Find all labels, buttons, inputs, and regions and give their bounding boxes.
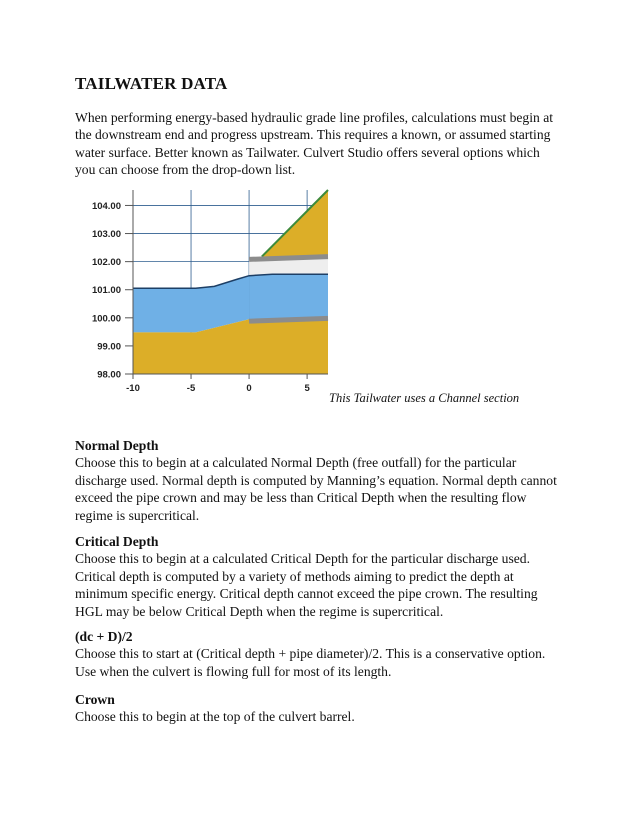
x-tick-label: -10 (126, 383, 140, 394)
section-dc-plus-d (75, 628, 545, 680)
y-tick-label: 100.00 (91, 313, 121, 325)
section-critical-depth (75, 533, 538, 620)
section-line: Choose this to begin at the top of the culvert barrel. (75, 709, 355, 725)
section-line: HGL may be below Critical Depth when the regime is supercritical. (75, 603, 444, 619)
section-line: minimum specific energy. Critical depth cannot exceed the pipe crown. The resulting (75, 586, 538, 602)
culvert-crown-wall (249, 257, 328, 260)
y-tick-label: 98.00 (97, 369, 121, 381)
section-line: Critical depth is computed by a variety of methods aiming to predict the depth at (75, 568, 514, 584)
section-line: discharge used. Normal depth is computed by Manning’s equation. Normal depth cannot (75, 472, 557, 488)
intro-line: When performing energy-based hydraulic grade line profiles, calculations must begin at (75, 110, 554, 125)
section-title: Critical Depth (75, 534, 159, 549)
intro-line: water surface. Better known as Tailwater. Culvert Studio offers several options which (75, 144, 540, 160)
page-title: TAILWATER DATA (75, 74, 228, 93)
section-title: (dc + D)/2 (75, 629, 133, 644)
section-line: Use when the culvert is flowing full for most of its length. (75, 663, 392, 679)
tailwater-chart-svg (75, 188, 333, 398)
section-normal-depth (75, 437, 557, 524)
y-tick-label: 102.00 (91, 257, 121, 269)
intro-line: you can choose from the drop-down list. (75, 162, 296, 178)
section-line: Choose this to begin at a calculated Critical Depth for the particular discharge used. (75, 551, 530, 567)
y-tick-label: 103.00 (91, 229, 121, 241)
intro-line: the downstream end and progress upstream. This requires a known, or assumed starting (75, 127, 551, 143)
section-crown (75, 691, 355, 726)
tailwater-chart (75, 188, 333, 398)
culvert-invert-wall (249, 318, 328, 321)
x-tick-label: 5 (304, 383, 310, 394)
section-line: exceed the pipe crown and may be less than Critical Depth when the resulting flow (75, 490, 527, 506)
section-title: Normal Depth (75, 438, 159, 453)
figure-caption: This Tailwater uses a Channel section (329, 391, 520, 405)
section-line: Choose this to begin at a calculated Normal Depth (free outfall) for the particular (75, 455, 517, 471)
section-line: Choose this to start at (Critical depth + pipe diameter)/2. This is a conservative option. (75, 646, 546, 662)
section-title: Crown (75, 692, 115, 707)
culvert-water-area (249, 274, 328, 321)
x-tick-label: -5 (186, 383, 196, 394)
intro-paragraph (75, 109, 553, 179)
y-tick-label: 101.00 (91, 285, 121, 297)
section-line: regime is supercritical. (75, 507, 200, 523)
y-tick-label: 104.00 (91, 200, 121, 212)
x-tick-label: 0 (246, 383, 252, 394)
y-tick-label: 99.00 (97, 341, 121, 353)
